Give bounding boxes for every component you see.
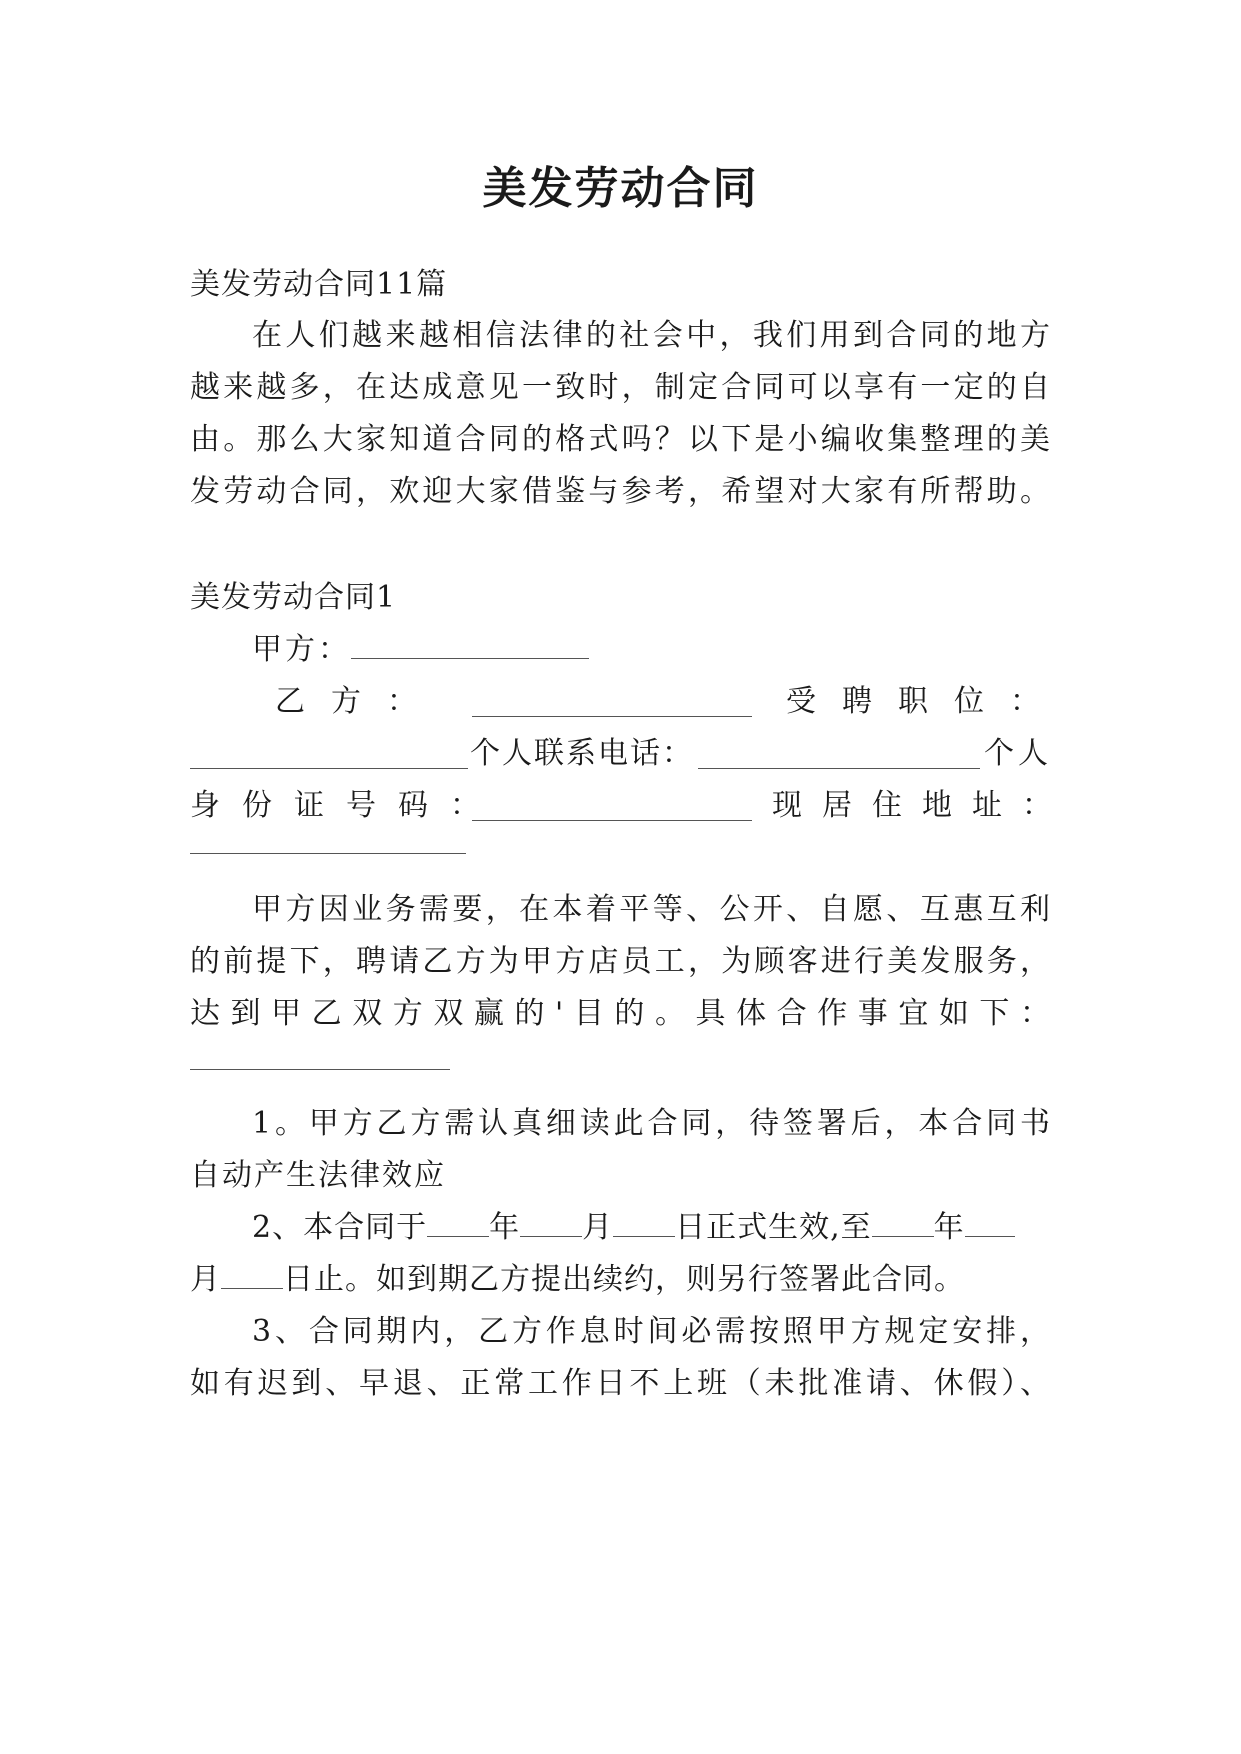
position-blank[interactable] — [190, 740, 468, 769]
clause-1-line: 1。甲方乙方需认真细读此合同，待签署后，本合同书 — [252, 1106, 1050, 1141]
party-a-blank[interactable] — [351, 630, 589, 659]
end-month-blank[interactable] — [965, 1208, 1015, 1237]
effective-text: 日正式生效,至 — [675, 1210, 872, 1245]
phone-blank[interactable] — [698, 740, 980, 769]
clause-3-line: 如有迟到、早退、正常工作日不上班（未批准请、休假）、 — [190, 1366, 1050, 1401]
start-month-blank[interactable] — [520, 1208, 582, 1237]
address-blank[interactable] — [190, 852, 466, 854]
year-unit: 年 — [489, 1210, 521, 1245]
intro-line: 由。那么大家知道合同的格式吗？以下是小编收集整理的美 — [190, 422, 1050, 457]
intro-line: 越来越多，在达成意见一致时，制定合同可以享有一定的自 — [190, 370, 1050, 405]
end-text: 日止。如到期乙方提出续约，则另行签署此合同。 — [283, 1262, 965, 1297]
intro-line: 发劳动合同，欢迎大家借鉴与参考，希望对大家有所帮助。 — [190, 474, 1050, 509]
document-subtitle: 美发劳动合同11篇 — [190, 267, 448, 302]
purpose-blank[interactable] — [190, 1068, 450, 1070]
id-number-blank[interactable] — [472, 792, 752, 821]
month-unit: 月 — [582, 1210, 614, 1245]
position-label: 受聘职位： — [786, 684, 1066, 719]
address-label: 现居住地址： — [772, 788, 1072, 823]
document-title: 美发劳动合同 — [482, 163, 759, 214]
phone-label: 个人联系电话： — [470, 736, 694, 771]
year-unit: 年 — [933, 1210, 965, 1245]
purpose-line: 达到甲乙双方双赢的'目的。具体合作事宜如下： — [190, 996, 1050, 1031]
party-b-blank[interactable] — [472, 688, 752, 717]
start-year-blank[interactable] — [427, 1208, 489, 1237]
clause-3-line: 3、合同期内，乙方作息时间必需按照甲方规定安排， — [252, 1314, 1050, 1349]
clause-2-line — [190, 1260, 965, 1300]
party-a-row — [252, 630, 589, 670]
party-a-label: 甲方： — [252, 632, 351, 667]
section-heading: 美发劳动合同1 — [190, 580, 397, 615]
party-b-label: 乙方： — [275, 684, 443, 719]
id-prefix: 个人 — [984, 736, 1052, 771]
month-unit: 月 — [190, 1262, 221, 1297]
clause-1-line: 自动产生法律效应 — [190, 1158, 446, 1193]
clause-2-intro: 2、本合同于 — [252, 1210, 428, 1245]
end-year-blank[interactable] — [872, 1208, 934, 1237]
purpose-line: 的前提下，聘请乙方为甲方店员工，为顾客进行美发服务， — [190, 944, 1050, 979]
clause-2-line — [252, 1208, 1015, 1248]
start-day-blank[interactable] — [613, 1208, 675, 1237]
id-number-label: 身份证号码： — [190, 788, 502, 823]
purpose-line: 甲方因业务需要，在本着平等、公开、自愿、互惠互利 — [252, 892, 1050, 927]
intro-line: 在人们越来越相信法律的社会中，我们用到合同的地方 — [252, 318, 1050, 353]
end-day-blank[interactable] — [221, 1260, 283, 1289]
